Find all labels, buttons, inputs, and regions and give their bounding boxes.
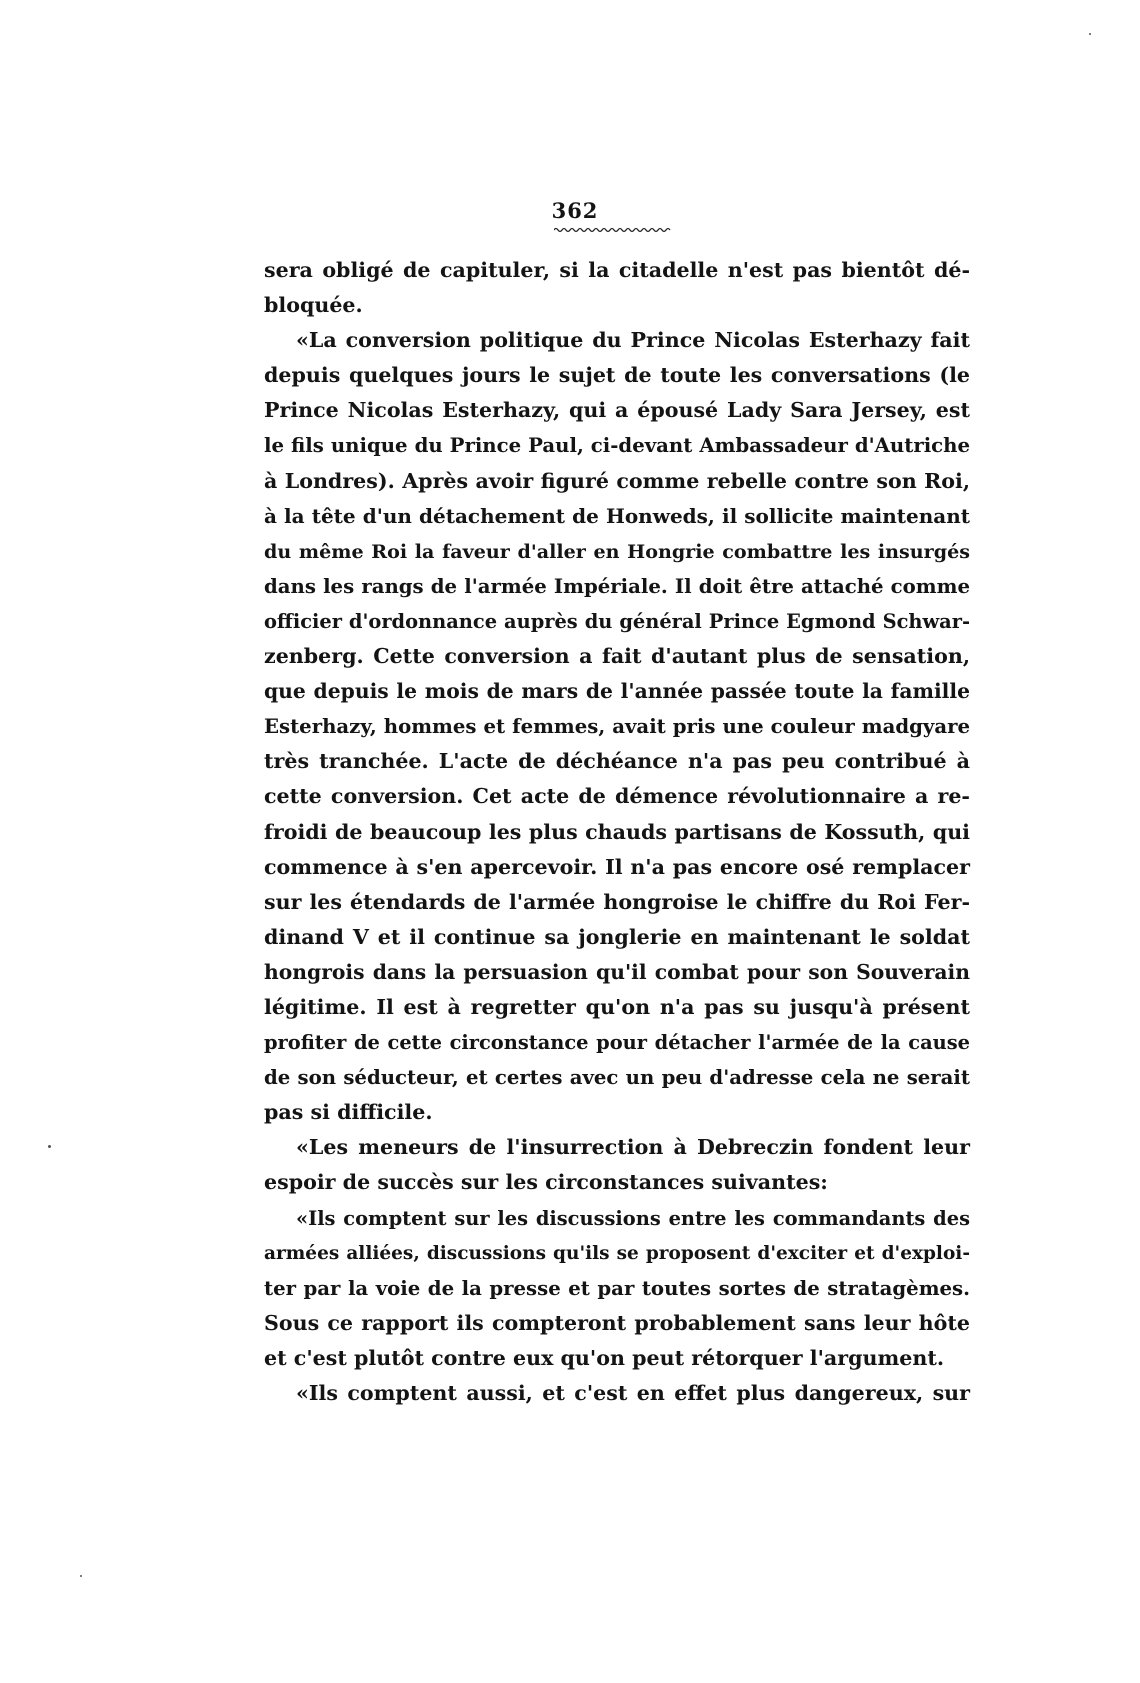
text-line: dans les rangs de l'armée Impériale. Il doit être attaché comme <box>264 574 970 598</box>
text-line: et c'est plutôt contre eux qu'on peut rétorquer l'argument. <box>264 1345 945 1370</box>
text-line: de son séducteur, et certes avec un peu d'adresse cela ne serait <box>264 1066 970 1090</box>
text-line: le fils unique du Prince Paul, ci-devant Ambassadeur d'Autriche <box>264 434 970 458</box>
text-line: très tranchée. L'acte de déchéance n'a pas peu contribué à <box>264 749 970 774</box>
scan-speck <box>48 1145 51 1148</box>
text-line: pas si difficile. <box>264 1100 433 1125</box>
text-line: zenberg. Cette conversion a fait d'autant plus de sensation, <box>264 644 970 669</box>
text-line: ter par la voie de la presse et par toutes sortes de stratagèmes. <box>264 1276 970 1300</box>
text-line: sera obligé de capituler, si la citadelle n'est pas bientôt dé- <box>264 258 970 282</box>
text-line: du même Roi la faveur d'aller en Hongrie combattre les insurgés <box>264 539 970 563</box>
text-line: cette conversion. Cet acte de démence révolutionnaire a re- <box>264 784 970 809</box>
text-line: légitime. Il est à regretter qu'on n'a pas su jusqu'à présent <box>264 994 970 1019</box>
text-line: Esterhazy, hommes et femmes, avait pris une couleur madgyare <box>264 715 970 739</box>
text-line: hongrois dans la persuasion qu'il combat pour son Souverain <box>264 959 970 984</box>
wavy-rule <box>554 226 672 234</box>
scan-speck <box>80 1575 82 1577</box>
text-line: sur les étendards de l'armée hongroise le chiffre du Roi Fer- <box>264 889 970 914</box>
text-line: armées alliées, discussions qu'ils se proposent d'exciter et d'exploi- <box>264 1242 970 1264</box>
text-line: «Ils comptent aussi, et c'est en effet plus dangereux, sur <box>296 1381 970 1405</box>
text-line: bloquée. <box>264 293 363 318</box>
text-line: «Ils comptent sur les discussions entre les commandants des <box>296 1206 970 1230</box>
text-line: dinand V et il continue sa jonglerie en maintenant le soldat <box>264 924 970 949</box>
text-line: à Londres). Après avoir figuré comme rebelle contre son Roi, <box>264 468 970 493</box>
text-line: froidi de beaucoup les plus chauds partisans de Kossuth, qui <box>264 819 970 844</box>
scan-speck <box>1089 33 1091 35</box>
text-line: commence à s'en apercevoir. Il n'a pas encore osé remplacer <box>264 854 970 879</box>
text-line: «Les meneurs de l'insurrection à Debreczin fondent leur <box>296 1135 970 1160</box>
text-line: depuis quelques jours le sujet de toute les conversations (le <box>264 363 970 388</box>
text-line: que depuis le mois de mars de l'année passée toute la famille <box>264 679 970 704</box>
body-text <box>264 253 970 1411</box>
text-line: officier d'ordonnance auprès du général Prince Egmond Schwar- <box>264 609 970 633</box>
text-line: Sous ce rapport ils compteront probablement sans leur hôte <box>264 1310 970 1335</box>
text-line: Prince Nicolas Esterhazy, qui a épousé Lady Sara Jersey, est <box>264 398 970 423</box>
text-line: «La conversion politique du Prince Nicolas Esterhazy fait <box>296 328 970 353</box>
text-line: à la tête d'un détachement de Honweds, il sollicite maintenant <box>264 503 970 528</box>
page-number: 362 <box>551 198 599 223</box>
text-line: profiter de cette circonstance pour détacher l'armée de la cause <box>264 1031 970 1055</box>
text-line: espoir de succès sur les circonstances suivantes: <box>264 1170 828 1195</box>
